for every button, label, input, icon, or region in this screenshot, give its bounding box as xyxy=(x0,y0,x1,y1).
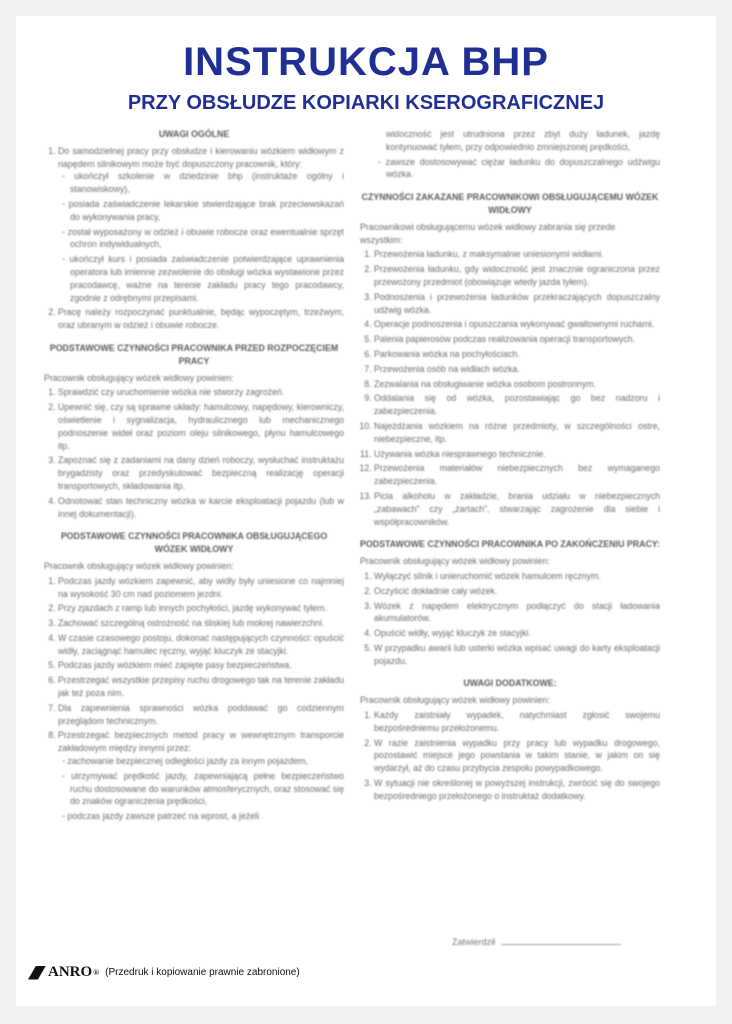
anro-logo: ANRO ® xyxy=(28,964,99,981)
general-remarks-list xyxy=(44,145,344,332)
list-item: 8. Przestrzegać bezpiecznych metod pracy w wewnętrznym transporcie zakładowym między innymi przez: - zachowanie bezpiecznej odległości jazdy za innym pojazdem, - utrzymywać prędkość jazdy, zapewniającą pełne bezpieczeństwo ruchu dostosowane do warunków atmosferycznych, oraz stosować się do znaków ograniczenia prędkości, - podczas jazdy zawsze patrzeć na wprost, a jeżeli xyxy=(58,729,344,823)
list-item: 2. W razie zaistnienia wypadku przy pracy lub wypadku drogowego, pozostawić miejsce jego powstania w takim stanie, w jakim on się wydarzył, aż do czasu przybycia zespołu powypadkowego. xyxy=(374,737,660,775)
approval-field xyxy=(452,936,662,947)
additional-remarks-list xyxy=(360,709,660,803)
list-item: 9. Oddalania się od wózka, pozostawiając go bez nadzoru i zabezpieczenia. xyxy=(374,392,660,418)
list-item: - podczas jazdy zawsze patrzeć na wprost, a jeżeli xyxy=(70,810,344,823)
list-item: 13. Picia alkoholu w zakładzie, brania udziału w niebezpiecznych „zabawach” czy „żartach”, stwarzając zagrożenie dla siebie i współpracowników. xyxy=(374,490,660,528)
section-heading: UWAGI OGÓLNE xyxy=(158,129,230,139)
list-item: 7. Dla zapewnienia sprawności wózka poddawać go codziennym przeglądom technicznym. xyxy=(58,702,344,728)
section-heading: UWAGI DODATKOWE: xyxy=(463,678,557,689)
section-intro: Pracownik obsługujący wózek widłowy powinien: xyxy=(360,695,550,706)
dash-list xyxy=(360,156,660,182)
list-item: - zawsze dostosowywać ciężar ładunku do dopuszczalnego udźwigu wózka. xyxy=(386,156,660,182)
page-subtitle: PRZY OBSŁUDZE KOPIARKI KSEROGRAFICZNEJ xyxy=(127,92,605,114)
section-heading: PODSTAWOWE CZYNNOŚCI PRACOWNIKA PRZED ROZPOCZĘCIEM PRACY xyxy=(49,342,339,366)
list-item: 6. Parkowania wózka na pochyłościach. xyxy=(374,348,660,361)
list-item: 1. Podczas jazdy wózkiem zapewnić, aby widły były uniesione co najmniej na wysokość 30 cm nad poziomem jezdni. xyxy=(58,575,344,601)
list-item: - zachowanie bezpiecznej odległości jazdy za innym pojazdem, xyxy=(70,755,344,768)
list-item: 12. Przewożenia materiałów niebezpiecznych bez wymaganego zabezpieczenia. xyxy=(374,462,660,488)
after-work-list xyxy=(360,570,660,668)
list-item: 5. Podczas jazdy wózkiem mieć zapięte pasy bezpieczeństwa. xyxy=(58,659,344,672)
list-item: 4. Opuścić widły, wyjąć kluczyk ze stacyjki. xyxy=(374,627,660,640)
logo-mark-icon xyxy=(28,966,46,980)
left-column xyxy=(44,128,344,825)
signature-line xyxy=(501,936,621,945)
operation-list xyxy=(44,575,344,823)
list-item: 2. Upewnić się, czy są sprawne układy: hamulcowy, napędowy, kierowniczy, oświetlenie i sygnalizacja, hydraulicznego lub mechanicznego podnoszenie wideł oraz poziom oleju silnikowego, płynu hamulcowego itp. xyxy=(58,401,344,452)
list-item: 3. W sytuacji nie określonej w powyższej instrukcji, zwrócić się do swojego bezpośredniego przełożonego o instruktaż dodatkowy. xyxy=(374,777,660,803)
copyright-notice: (Przedruk i kopiowanie prawnie zabronione) xyxy=(105,967,300,978)
list-item: - utrzymywać prędkość jazdy, zapewniającą pełne bezpieczeństwo ruchu dostosowane do warunków atmosferycznych, oraz stosować się do znaków ograniczenia prędkości, xyxy=(70,770,344,808)
list-item: 7. Przewożenia osób na widłach wózka. xyxy=(374,363,660,376)
list-item: 10. Najeżdżania wózkiem na różne przedmioty, w szczególności ostre, niebezpieczne, itp. xyxy=(374,420,660,446)
approval-label: Zatwierdził xyxy=(452,937,496,947)
section-heading: CZYNNOŚCI ZAKAZANE PRACOWNIKOWI OBSŁUGUJĄCEMU WÓZEK WIDŁOWY xyxy=(361,192,659,215)
list-item: 2. Pracę należy rozpoczynać punktualnie, będąc wypoczętym, trzeźwym, oraz ubranym w odzież i obuwie robocze. xyxy=(58,306,344,332)
list-item: 2. Oczyścić dokładnie cały wózek. xyxy=(374,585,660,598)
section-intro: Pracownikowi obsługującemu wózek widłowy zabrania się przede wszystkim: xyxy=(360,221,616,245)
list-item: 2. Przewożenia ładunku, gdy widoczność jest znacznie ograniczona przez przewożony przedmiot (obowiązuje wtedy jazda tyłem). xyxy=(374,263,660,289)
section-intro: Pracownik obsługujący wózek widłowy powinien: xyxy=(360,556,550,567)
list-item: 3. Zapoznać się z zadaniami na dany dzień roboczy, wysłuchać instruktażu brygadzisty oraz przedyskutować bezpieczną realizację operacji transportowych, składowania itp. xyxy=(58,454,344,492)
section-heading: PODSTAWOWE CZYNNOŚCI PRACOWNIKA OBSŁUGUJĄCEGO WÓZEK WIDŁOWY xyxy=(60,531,328,555)
dash-list xyxy=(58,755,344,823)
list-item: 1. Wyłączyć silnik i unieruchomić wózek hamulcem ręcznym. xyxy=(374,570,660,583)
list-item: 1. Sprawdzić czy uruchomienie wózka nie stworzy zagrożeń. xyxy=(58,386,344,399)
section-intro: Pracownik obsługujący wózek widłowy powinien: xyxy=(44,560,234,571)
list-item: 2. Przy zjazdach z ramp lub innych pochyłości, jazdę wykonywać tyłem. xyxy=(58,602,344,615)
footer xyxy=(28,964,300,981)
list-item: 3. Podnoszenia i przewożenia ładunków przekraczających dopuszczalny udźwig wózka. xyxy=(374,291,660,317)
list-item: 3. Wózek z napędem elektrycznym podłączyć do stacji ładowania akumulatorów. xyxy=(374,600,660,626)
list-item: 4. W czasie czasowego postoju, dokonać następujących czynności: opuścić widły, zaciągnąć hamulec ręczny, wyjąć kluczyk ze stacyjki. xyxy=(58,632,344,658)
list-item: - ukończył szkolenie w dziedzinie bhp (instruktaże ogólny i stanowiskowy), xyxy=(70,170,344,196)
list-item: 5. Palenia papierosów podczas realizowania operacji transportowych. xyxy=(374,333,660,346)
list-item: 5. W przypadku awarii lub usterki wózka wpisać uwagi do karty eksploatacji pojazdu. xyxy=(374,642,660,668)
right-column xyxy=(360,128,660,805)
list-item: 1. Do samodzielnej pracy przy obsłudze i kierowaniu wózkiem widłowym z napędem silnikowym może być dopuszczony pracownik, który: - ukończył szkolenie w dziedzinie bhp (instruktaże ogólny i stanowiskowy), - posiada zaświadczenie lekarskie stwierdzające brak przeciwwskazań do wykonywania pracy, - został wyposażony w odzież i obuwie robocze oraz ewentualnie sprzęt ochron indywidualnych, - ukończył kurs i posiada zaświadczenie potwierdzające uprawnienia operatora lub imienne zezwolenie do obsługi wózka wystawione przez pracodawcę, ważne na terenie zakładu pracy tego pracodawcy, zgodnie z odrębnymi przepisami. xyxy=(58,145,344,305)
list-item: 11. Używania wózka niesprawnego technicznie. xyxy=(374,448,660,461)
list-item: 1. Przewożenia ładunku, z maksymalnie uniesionymi widłami. xyxy=(374,248,660,261)
list-item: 4. Odnotować stan techniczny wózka w karcie eksploatacji pojazdu (lub w innej dokumentacji). xyxy=(58,495,344,521)
forbidden-list xyxy=(360,248,660,528)
list-item: 4. Operacje podnoszenia i opuszczania wykonywać gwałtownymi ruchami. xyxy=(374,318,660,331)
dash-list xyxy=(58,170,344,304)
list-item: 1. Każdy zaistniały wypadek, natychmiast zgłosić swojemu bezpośredniemu przełożonemu. xyxy=(374,709,660,735)
list-item: - został wyposażony w odzież i obuwie robocze oraz ewentualnie sprzęt ochron indywidualnych, xyxy=(70,226,344,252)
continued-text: widoczność jest utrudniona przez zbyt duży ładunek, jazdę kontynuować tyłem, przy odpowiednio zmniejszonej prędkości, xyxy=(386,129,660,152)
list-item: 6. Przestrzegać wszystkie przepisy ruchu drogowego tak na terenie zakładu jak też poza nim. xyxy=(58,674,344,700)
page-title: INSTRUKCJA BHP xyxy=(183,40,549,84)
list-item: 3. Zachować szczególną ostrożność na śliskiej lub mokrej nawierzchni. xyxy=(58,617,344,630)
section-intro: Pracownik obsługujący wózek widłowy powinien: xyxy=(44,372,234,383)
section-heading: PODSTAWOWE CZYNNOŚCI PRACOWNIKA PO ZAKOŃCZENIU PRACY: xyxy=(360,539,660,550)
list-item: - ukończył kurs i posiada zaświadczenie potwierdzające uprawnienia operatora lub imienne zezwolenie do obsługi wózka wystawione przez pracodawcę, ważne na terenie zakładu pracy tego pracodawcy, zgodnie z odrębnymi przepisami. xyxy=(70,253,344,304)
list-item: - posiada zaświadczenie lekarskie stwierdzające brak przeciwwskazań do wykonywania pracy, xyxy=(70,198,344,224)
before-work-list xyxy=(44,386,344,520)
list-item: 8. Zezwalania na obsługiwanie wózka osobom postronnym. xyxy=(374,378,660,391)
